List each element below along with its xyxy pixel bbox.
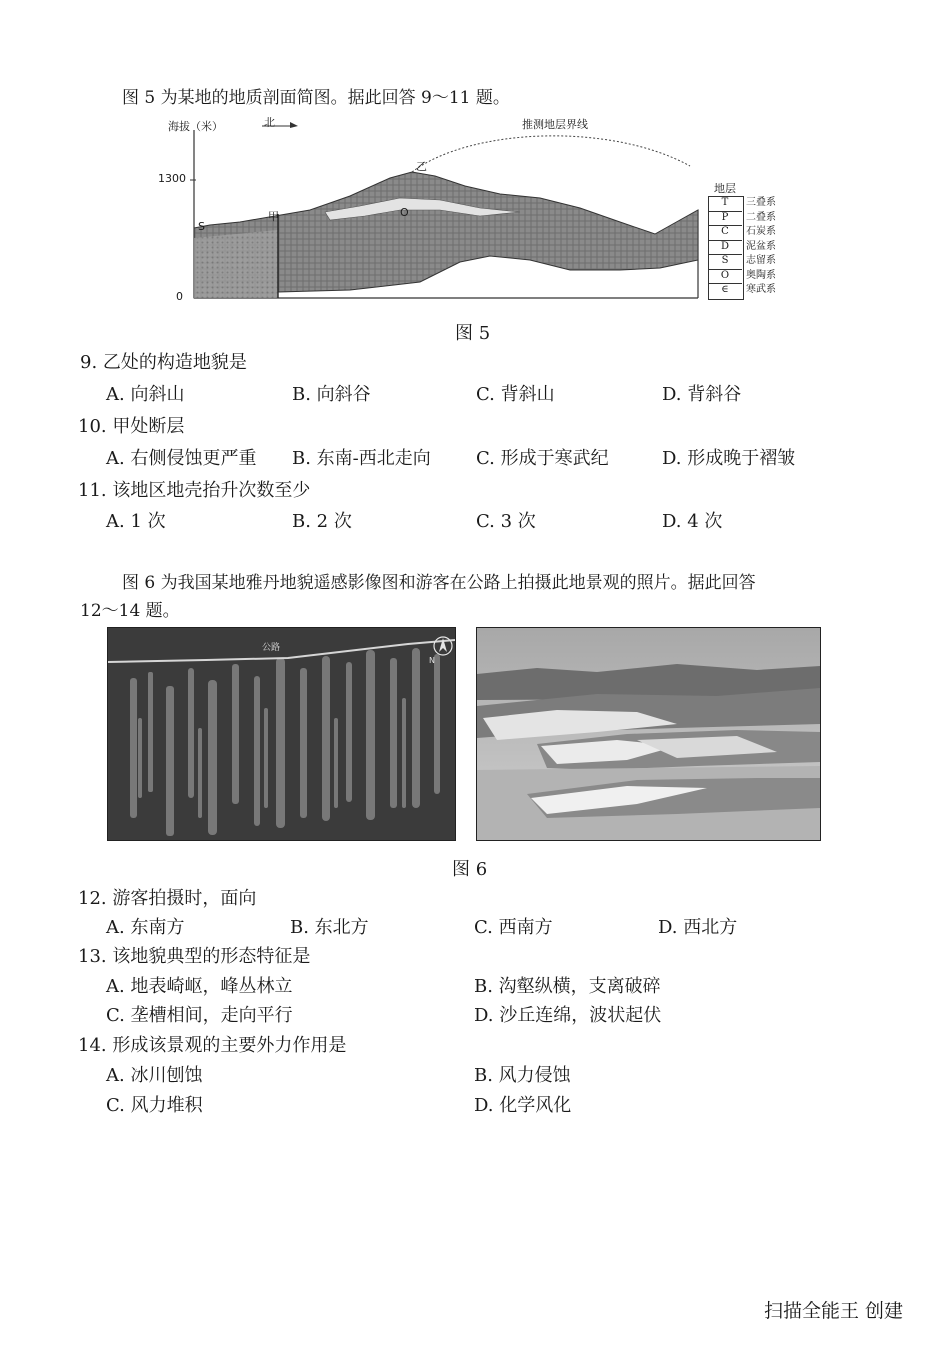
figure-5-legend [708,180,788,300]
question-10-option-a: A. 右侧侵蚀更严重 [106,448,257,469]
legend-name: 二叠系 [746,211,776,223]
cross-section-diagram [150,110,790,310]
legend-code: T [708,196,742,212]
legend-title: 地层 [714,182,736,195]
legend-name: 三叠系 [746,197,776,208]
question-14-option-c: C. 风力堆积 [106,1095,203,1116]
question-9-option-b: B. 向斜谷 [292,384,371,405]
fault-label-jia: 甲 [268,210,279,223]
question-11-option-b: B. 2 次 [292,511,352,532]
road-label: 公路 [262,643,281,653]
y-tick-0: 0 [176,290,183,303]
y-tick-1300: 1300 [158,172,186,185]
legend-code: S [708,254,742,270]
question-11-stem: 11. 该地区地壳抬升次数至少 [78,480,311,501]
legend-code: C [708,225,742,241]
section1-intro: 图 5 为某地的地质剖面简图。据此回答 9～11 题。 [122,88,510,108]
question-14-stem: 14. 形成该景观的主要外力作用是 [78,1035,347,1056]
question-9-option-d: D. 背斜谷 [662,384,742,405]
question-9-option-a: A. 向斜山 [106,384,185,405]
north-symbol-label: N [429,656,435,665]
question-13-option-c: C. 垄槽相间，走向平行 [106,1005,293,1026]
legend-row [708,269,788,284]
question-12-option-d: D. 西北方 [658,917,738,938]
legend-code: P [708,211,742,227]
landscape-photo [476,627,821,841]
y-axis-label: 海拔（米） [168,120,223,133]
question-12-option-c: C. 西南方 [474,917,553,938]
question-12-option-b: B. 东北方 [290,917,369,938]
inferred-boundary-label: 推测地层界线 [522,118,588,131]
legend-row [708,211,788,226]
question-11-option-a: A. 1 次 [106,511,166,532]
question-14-option-d: D. 化学风化 [474,1095,572,1116]
question-13-stem: 13. 该地貌典型的形态特征是 [78,946,311,967]
layer-letter-o: O [400,206,409,219]
figure-5-caption: 图 5 [455,323,491,344]
question-10-option-d: D. 形成晚于褶皱 [662,448,796,469]
layer-letter-s: S [198,220,205,233]
section2-intro-line1: 图 6 为我国某地雅丹地貌遥感影像图和游客在公路上拍摄此地景观的照片。据此回答 [122,573,756,593]
question-13-option-d: D. 沙丘连绵，波状起伏 [474,1005,662,1026]
question-13-option-a: A. 地表崎岖，峰丛林立 [106,976,293,997]
legend-code: D [708,240,742,256]
scanner-watermark: 扫描全能王 创建 [764,1300,904,1322]
question-11-option-d: D. 4 次 [662,511,723,532]
question-11-option-c: C. 3 次 [476,511,536,532]
figure-5 [150,110,790,310]
question-14-option-b: B. 风力侵蚀 [474,1065,571,1086]
question-12-option-a: A. 东南方 [106,917,185,938]
legend-name: 奥陶系 [746,269,776,281]
yardang-landscape [477,628,820,840]
label-yi: 乙 [416,160,427,173]
remote-sensing-image [107,627,456,841]
legend-code: ∈ [721,284,729,295]
legend-row [708,240,788,255]
legend-name: 泥盆系 [746,240,776,252]
legend-name: 寒武系 [746,284,776,295]
question-9-option-c: C. 背斜山 [476,384,555,405]
figure-6-caption: 图 6 [452,859,488,880]
question-14-option-a: A. 冰川刨蚀 [106,1065,203,1086]
question-9-stem: 9. 乙处的构造地貌是 [80,352,247,373]
north-label: 北 [264,116,275,129]
question-12-stem: 12. 游客拍摄时，面向 [78,888,257,909]
legend-code: O [708,269,742,285]
legend-name: 石炭系 [746,226,776,237]
question-10-stem: 10. 甲处断层 [78,416,185,437]
question-10-option-b: B. 东南-西北走向 [292,448,431,469]
legend-row [708,283,788,298]
section2-intro-line2: 12～14 题。 [80,601,180,621]
legend-row [708,254,788,269]
question-10-option-c: C. 形成于寒武纪 [476,448,609,469]
legend-name: 志留系 [746,255,776,266]
legend-row [708,196,788,211]
question-13-option-b: B. 沟壑纵横，支离破碎 [474,976,661,997]
legend-row [708,225,788,240]
yardang-streaks [108,628,455,840]
